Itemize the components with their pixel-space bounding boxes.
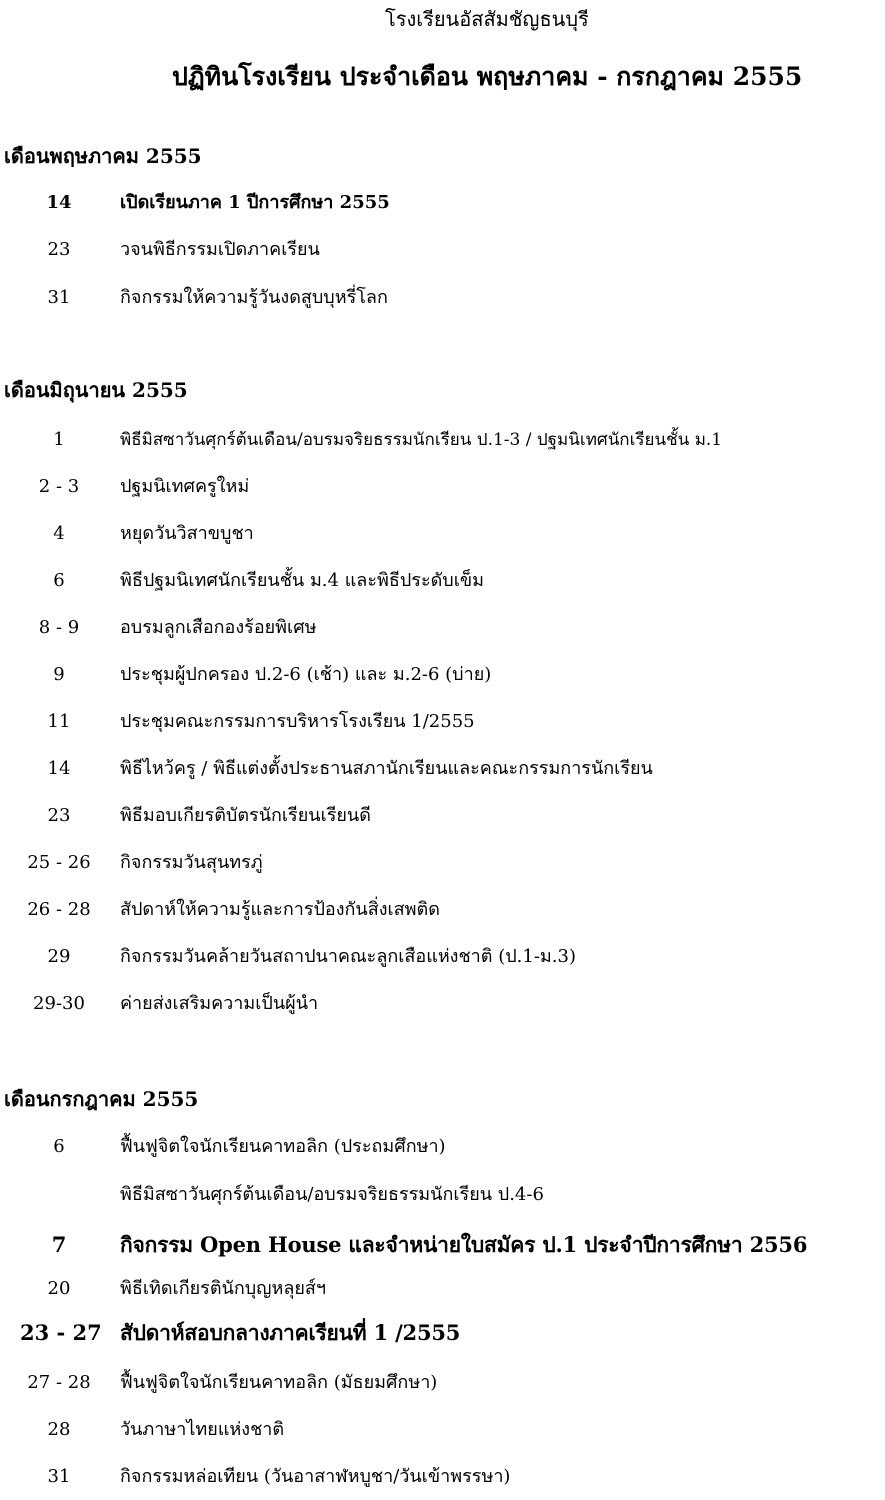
event-text: ปฐมนิเทศครูใหม่: [120, 476, 250, 497]
event-text: พิธีมิสซาวันศุกร์ต้นเดือน/อบรมจริยธรรมนักเรียน ป.1-3 / ปฐมนิเทศนักเรียนชั้น ม.1: [120, 430, 723, 450]
event-text: พิธีมิสซาวันศุกร์ต้นเดือน/อบรมจริยธรรมนักเรียน ป.4-6: [120, 1184, 544, 1205]
event-text: พิธีปฐมนิเทศนักเรียนชั้น ม.4 และพิธีประดับเข็ม: [120, 570, 485, 591]
event-row: [0, 188, 885, 218]
event-row: [0, 1462, 885, 1492]
event-text: หยุดวันวิสาขบูชา: [120, 523, 254, 544]
event-date: 14: [46, 192, 72, 213]
event-text: กิจกรรม Open House และจำหน่ายใบสมัคร ป.1 ประจำปีการศึกษา 2556: [120, 1232, 808, 1257]
event-text: พิธีไหว้ครู / พิธีแต่งตั้งประธานสภานักเรียนและคณะกรรมการนักเรียน: [120, 758, 653, 779]
event-row: [0, 1318, 885, 1348]
event-date: 2 - 3: [38, 476, 80, 497]
event-row: [0, 801, 885, 831]
event-text: ประชุมผู้ปกครอง ป.2-6 (เช้า) และ ม.2-6 (บ่าย): [120, 664, 492, 685]
event-text: กิจกรรมวันสุนทรภู่: [120, 852, 263, 873]
event-date: 23 - 27: [20, 1320, 102, 1345]
event-date: 6: [53, 570, 65, 591]
event-row: [0, 519, 885, 549]
event-text: เปิดเรียนภาค 1 ปีการศึกษา 2555: [120, 192, 390, 213]
event-text: สัปดาห์ให้ความรู้และการป้องกันสิ่งเสพติด: [120, 899, 440, 920]
event-text: พิธีมอบเกียรติบัตรนักเรียนเรียนดี: [120, 805, 371, 826]
event-text: วจนพิธีกรรมเปิดภาคเรียน: [120, 239, 320, 260]
event-text: ประชุมคณะกรรมการบริหารโรงเรียน 1/2555: [120, 711, 475, 732]
event-text: สัปดาห์สอบกลางภาคเรียนที่ 1 /2555: [120, 1320, 461, 1345]
month-heading-may: เดือนพฤษภาคม 2555: [4, 144, 202, 168]
month-heading-july: เดือนกรกฎาคม 2555: [4, 1087, 199, 1111]
event-text: วันภาษาไทยแห่งชาติ: [120, 1419, 285, 1440]
event-date: 6: [53, 1136, 65, 1157]
event-row: [0, 425, 885, 455]
event-date: 9: [53, 664, 65, 685]
event-row: [0, 472, 885, 502]
event-date: 31: [47, 1466, 71, 1487]
event-row: [0, 1368, 885, 1398]
event-row: [0, 895, 885, 925]
event-text: กิจกรรมหล่อเทียน (วันอาสาฬหบูชา/วันเข้าพรรษา): [120, 1466, 511, 1487]
event-row: [0, 1274, 885, 1304]
event-date: 26 - 28: [27, 899, 91, 920]
event-date: 7: [51, 1232, 67, 1257]
event-text: อบรมลูกเสือกองร้อยพิเศษ: [120, 617, 317, 638]
event-row: [0, 942, 885, 972]
event-date: 14: [47, 758, 71, 779]
event-row: [0, 1415, 885, 1445]
event-text: กิจกรรมวันคล้ายวันสถาปนาคณะลูกเสือแห่งชาติ (ป.1-ม.3): [120, 946, 576, 967]
event-date: 8 - 9: [38, 617, 80, 638]
event-date: 1: [53, 429, 65, 450]
event-row: [0, 1230, 885, 1260]
event-text: ฟื้นฟูจิตใจนักเรียนคาทอลิก (มัธยมศึกษา): [120, 1372, 438, 1393]
event-date: 11: [47, 711, 71, 732]
event-row: [0, 754, 885, 784]
event-row: [0, 283, 885, 313]
event-date: 27 - 28: [27, 1372, 91, 1393]
event-text: ฟื้นฟูจิตใจนักเรียนคาทอลิก (ประถมศึกษา): [120, 1136, 446, 1157]
event-row: [0, 1132, 885, 1162]
event-row: [0, 660, 885, 690]
event-date: 23: [47, 805, 71, 826]
event-row: [0, 707, 885, 737]
school-name: โรงเรียนอัสสัมชัญธนบุรี: [385, 7, 589, 31]
event-row: [0, 613, 885, 643]
event-text: พิธีเทิดเกียรตินักบุญหลุยส์ฯ: [120, 1278, 327, 1299]
event-row: [0, 989, 885, 1019]
month-heading-june: เดือนมิถุนายน 2555: [4, 378, 188, 402]
event-date: 29: [47, 946, 71, 967]
event-date: 31: [47, 287, 71, 308]
event-row: [0, 235, 885, 265]
event-row: [0, 848, 885, 878]
event-text: กิจกรรมให้ความรู้วันงดสูบบุหรี่โลก: [120, 287, 388, 308]
event-row: [0, 1180, 885, 1210]
event-date: 28: [47, 1419, 71, 1440]
event-date: 23: [47, 239, 71, 260]
event-date: 29-30: [33, 993, 85, 1014]
event-date: 20: [47, 1278, 71, 1299]
event-date: 25 - 26: [27, 852, 91, 873]
event-row: [0, 566, 885, 596]
calendar-title: ปฏิทินโรงเรียน ประจำเดือน พฤษภาคม - กรกฎาคม 2555: [172, 62, 803, 91]
event-date: 4: [53, 523, 65, 544]
event-text: ค่ายส่งเสริมความเป็นผู้นำ: [120, 993, 319, 1014]
